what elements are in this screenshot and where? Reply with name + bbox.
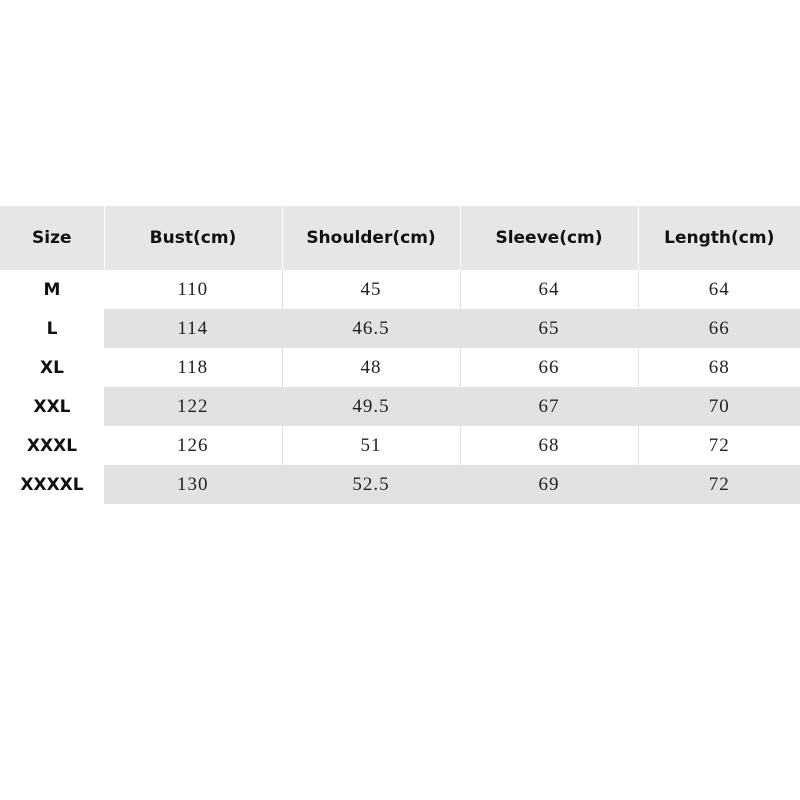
shoulder-cell: 45 <box>282 270 460 309</box>
header-length: Length(cm) <box>638 206 800 270</box>
size-cell: XL <box>0 348 104 387</box>
size-cell: L <box>0 309 104 348</box>
sleeve-cell: 65 <box>460 309 638 348</box>
table-row <box>0 348 800 387</box>
sleeve-cell: 66 <box>460 348 638 387</box>
sleeve-cell: 68 <box>460 426 638 465</box>
bust-cell: 126 <box>104 426 282 465</box>
header-sleeve: Sleeve(cm) <box>460 206 638 270</box>
table-row <box>0 465 800 504</box>
bust-cell: 114 <box>104 309 282 348</box>
shoulder-cell: 46.5 <box>282 309 460 348</box>
bust-cell: 122 <box>104 387 282 426</box>
sleeve-cell: 64 <box>460 270 638 309</box>
shoulder-cell: 49.5 <box>282 387 460 426</box>
table-row <box>0 270 800 309</box>
bust-cell: 130 <box>104 465 282 504</box>
length-cell: 64 <box>638 270 800 309</box>
shoulder-cell: 52.5 <box>282 465 460 504</box>
header-bust: Bust(cm) <box>104 206 282 270</box>
size-cell: XXXXL <box>0 465 104 504</box>
header-size: Size <box>0 206 104 270</box>
length-cell: 70 <box>638 387 800 426</box>
shoulder-cell: 48 <box>282 348 460 387</box>
size-cell: XXXL <box>0 426 104 465</box>
sleeve-cell: 67 <box>460 387 638 426</box>
table-row <box>0 309 800 348</box>
size-chart-table <box>0 206 800 504</box>
size-cell: XXL <box>0 387 104 426</box>
length-cell: 66 <box>638 309 800 348</box>
sleeve-cell: 69 <box>460 465 638 504</box>
table-row <box>0 387 800 426</box>
header-row <box>0 206 800 270</box>
shoulder-cell: 51 <box>282 426 460 465</box>
length-cell: 72 <box>638 426 800 465</box>
length-cell: 68 <box>638 348 800 387</box>
bust-cell: 110 <box>104 270 282 309</box>
header-shoulder: Shoulder(cm) <box>282 206 460 270</box>
bust-cell: 118 <box>104 348 282 387</box>
size-cell: M <box>0 270 104 309</box>
table-row <box>0 426 800 465</box>
length-cell: 72 <box>638 465 800 504</box>
